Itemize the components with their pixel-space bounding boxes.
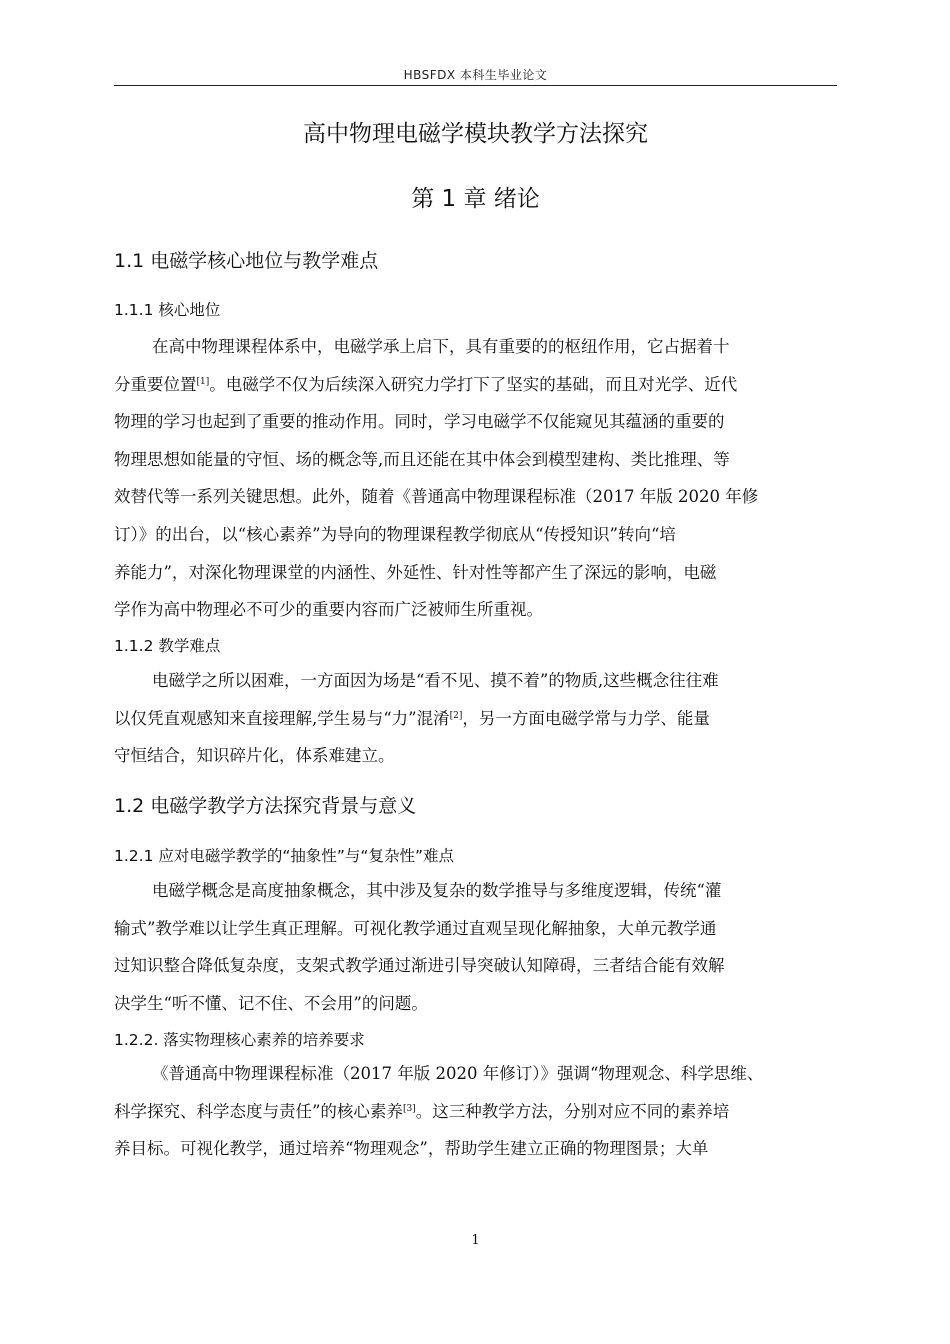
paragraph-teaching-difficulty bbox=[114, 662, 844, 775]
paragraph-line: 学作为高中物理必不可少的重要内容而广泛被师生所重视。 bbox=[114, 600, 543, 620]
paragraph-line bbox=[114, 366, 844, 404]
text-run: 以仅凭直观感知来直接理解,学生易与“力”混淆 bbox=[114, 708, 450, 728]
citation-ref: [2] bbox=[449, 710, 463, 721]
document-title: 高中物理电磁学模块教学方法探究 bbox=[303, 121, 648, 147]
paragraph-line: 电磁学之所以困难，一方面因为场是“看不见、摸不着”的物质,这些概念往往难 bbox=[152, 671, 719, 690]
paragraph-line: 《普通高中物理课程标准（2017 年版 2020 年修订）》强调“物理观念、科学思维、 bbox=[152, 1064, 764, 1083]
paragraph-line: 订）》的出台，以“核心素养”为导向的物理课程教学彻底从“传授知识”转向“培 bbox=[114, 524, 676, 544]
paragraph-core-position bbox=[114, 328, 844, 629]
section-heading-1-2: 1.2 电磁学教学方法探究背景与意义 bbox=[114, 795, 417, 817]
paragraph-line: 效替代等一系列关键思想。此外，随着《普通高中物理课程标准（2017 年版 2020 年修 bbox=[114, 487, 759, 507]
paragraph-line bbox=[114, 1093, 844, 1131]
page-header: HBSFDX 本科生毕业论文 bbox=[403, 68, 548, 82]
chapter-title: 第 1 章 绪论 bbox=[411, 186, 540, 212]
page-number: 1 bbox=[471, 1233, 480, 1248]
citation-ref: [3] bbox=[402, 1103, 416, 1114]
paragraph-line bbox=[114, 700, 844, 738]
subsection-heading-1-1-1: 1.1.1 核心地位 bbox=[114, 301, 221, 319]
paragraph-line: 过知识整合降低复杂度，支架式教学通过渐进引导突破认知障碍，三者结合能有效解 bbox=[114, 956, 725, 976]
text-run: 。电磁学不仅为后续深入研究力学打下了坚实的基础，而且对光学、近代 bbox=[209, 374, 738, 394]
paragraph-abstractness bbox=[114, 872, 844, 1022]
text-run: 。这三种教学方法，分别对应不同的素养培 bbox=[415, 1101, 730, 1121]
paragraph-line: 在高中物理课程体系中，电磁学承上启下，具有重要的的枢纽作用，它占据着十 bbox=[152, 337, 730, 356]
paragraph-line: 物理的学习也起到了重要的推动作用。同时，学习电磁学不仅能窥见其蕴涵的重要的 bbox=[114, 412, 725, 432]
text-run: ，另一方面电磁学常与力学、能量 bbox=[462, 708, 710, 728]
section-heading-1-1: 1.1 电磁学核心地位与教学难点 bbox=[114, 250, 379, 272]
subsection-heading-1-2-2: 1.2.2. 落实物理核心素养的培养要求 bbox=[114, 1031, 365, 1049]
paragraph-core-literacy bbox=[114, 1055, 844, 1168]
paragraph-line: 决学生“听不懂、记不住、不会用”的问题。 bbox=[114, 993, 428, 1013]
paragraph-line: 养能力”，对深化物理课堂的内涵性、外延性、针对性等都产生了深远的影响，电磁 bbox=[114, 562, 717, 582]
paragraph-line: 守恒结合，知识碎片化，体系难建立。 bbox=[114, 746, 395, 766]
paragraph-line: 输式”教学难以让学生真正理解。可视化教学通过直观呈现化解抽象，大单元教学通 bbox=[114, 918, 717, 938]
paragraph-line: 物理思想如能量的守恒、场的概念等,而且还能在其中体会到模型建构、类比推理、等 bbox=[114, 449, 730, 469]
text-run: 科学探究、科学态度与责任”的核心素养 bbox=[114, 1101, 403, 1121]
paragraph-line: 电磁学概念是高度抽象概念，其中涉及复杂的数学推导与多维度逻辑，传统“灌 bbox=[152, 881, 722, 900]
text-run: 分重要位置 bbox=[114, 374, 197, 394]
citation-ref: [1] bbox=[196, 376, 210, 387]
subsection-heading-1-1-2: 1.1.2 教学难点 bbox=[114, 637, 221, 655]
paragraph-line: 养目标。可视化教学，通过培养“物理观念”，帮助学生建立正确的物理图景；大单 bbox=[114, 1139, 709, 1159]
header-rule bbox=[114, 85, 837, 86]
subsection-heading-1-2-1: 1.2.1 应对电磁学教学的“抽象性”与“复杂性”难点 bbox=[114, 847, 454, 865]
